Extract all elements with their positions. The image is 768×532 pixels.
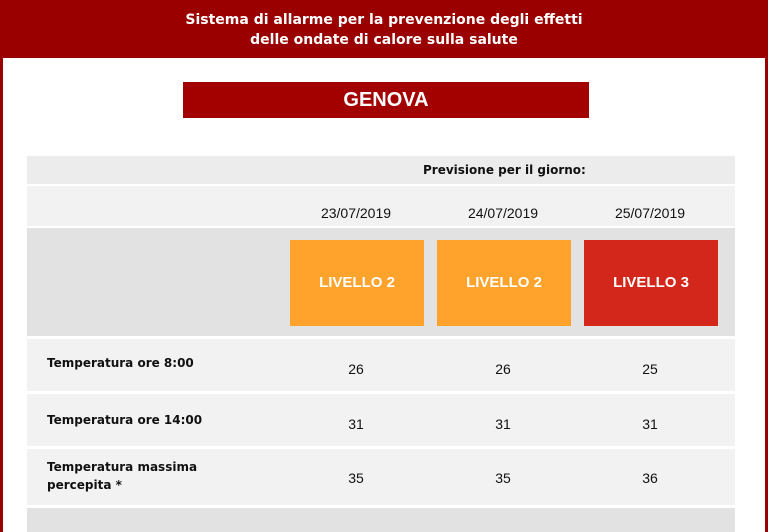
row-label-perceived-max-line-1: Temperatura massima [47, 460, 198, 474]
value-temp-8-day-1: 26 [348, 361, 364, 377]
alert-level-row [27, 228, 735, 336]
table-footer-strip [27, 508, 735, 532]
header-title-line-2: delle ondate di calore sulla salute [250, 32, 518, 48]
value-temp-14-day-1: 31 [348, 416, 364, 432]
forecast-label: Previsione per il giorno: [423, 163, 586, 177]
value-perceived-max-day-3: 36 [642, 470, 658, 486]
alert-level-day-1: LIVELLO 2 [290, 240, 424, 326]
row-label-perceived-max-line-2: percepita * [47, 478, 122, 492]
page-header [0, 0, 768, 58]
row-label-perceived-max [47, 458, 197, 494]
forecast-header-row [27, 156, 735, 184]
dates-row [27, 186, 735, 226]
value-temp-8-day-2: 26 [495, 361, 511, 377]
header-title-line-1: Sistema di allarme per la prevenzione degli effetti [185, 12, 583, 28]
date-day-3: 25/07/2019 [614, 205, 686, 221]
alert-level-day-3: LIVELLO 3 [584, 240, 718, 326]
row-label-temp-8: Temperatura ore 8:00 [47, 356, 194, 370]
value-perceived-max-day-2: 35 [495, 470, 511, 486]
table-row [27, 394, 735, 446]
date-day-2: 24/07/2019 [467, 205, 539, 221]
row-label-temp-14: Temperatura ore 14:00 [47, 413, 203, 427]
city-title: GENOVA [183, 82, 589, 118]
table-row [27, 339, 735, 391]
value-temp-14-day-2: 31 [495, 416, 511, 432]
value-temp-8-day-3: 25 [642, 361, 658, 377]
value-perceived-max-day-1: 35 [348, 470, 364, 486]
table-row [27, 449, 735, 505]
alert-level-day-2: LIVELLO 2 [437, 240, 571, 326]
date-day-1: 23/07/2019 [320, 205, 392, 221]
value-temp-14-day-3: 31 [642, 416, 658, 432]
